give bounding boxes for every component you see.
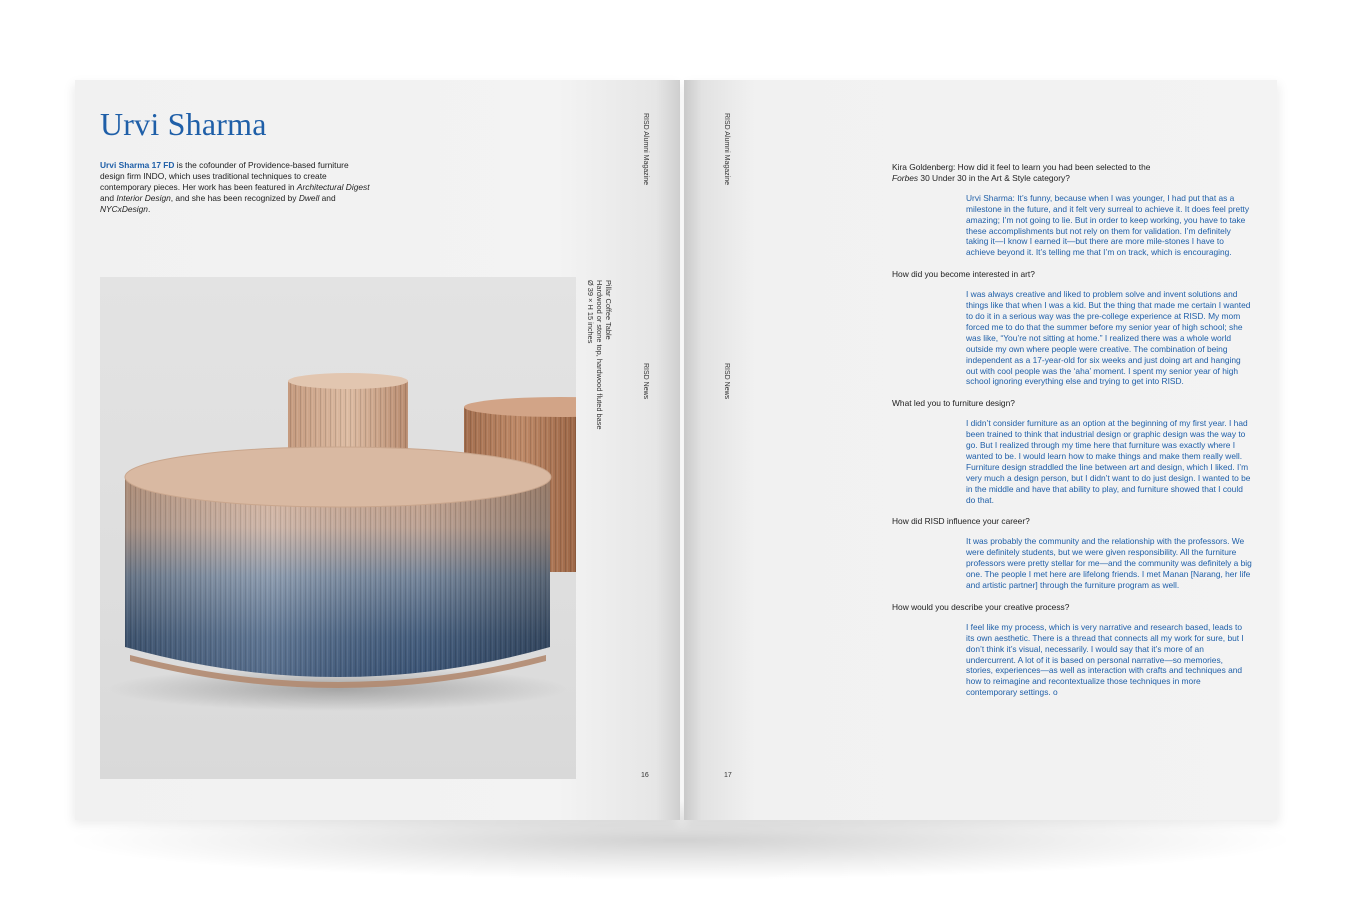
answer-1: Urvi Sharma: It’s funny, because when I was younger, I had put that as a milestone in the future, and it felt very surreal to achieve it. It does feel pretty amazing; I’m not going to lie. But in order to keep working, you have to take these accomplishments but not rely on them for validation. I’m definitely taking it—I know I earned it—but there are more mile-stones I have to achieve beyond it. It’s telling me that I’m on track, which is encouraging. [966,192,1250,258]
intro-name-highlight[interactable]: Urvi Sharma 17 FD [100,160,175,170]
question-3: What led you to furniture design? [892,398,1015,409]
right-page-number: 17 [724,772,732,779]
right-section-label: RISD News [723,363,730,400]
caption-line-2: Hardwood or stone top, hardwood fluted base [595,280,604,430]
right-page [684,80,1277,820]
question-1-pre: Kira Goldenberg: How did it feel to learn you had been selected to the [892,162,1151,172]
question-2: How did you become interested in art? [892,269,1035,280]
intro-text-4: and [319,192,336,203]
answer-3: I didn’t consider furniture as an option at the beginning of my first year. I had been trained to think that industrial design or graphic design was the way to go. But I realized through my time here that furniture was exactly where I wanted to be. I would learn how to make things and make them really well. Furniture design straddled the line between art and design, which I liked. I’m very much a design person, but I didn’t want to do just design. I wanted to be in the middle and have that ability to play, and furniture showed that I could do that. [966,418,1251,505]
article-title: Urvi Sharma [100,106,267,142]
caption-line-1: Pillar Coffee Table [604,280,613,340]
left-running-head: RISD Alumni Magazine [642,113,649,185]
left-page [75,80,680,820]
left-section-label: RISD News [642,363,649,400]
intro-text-2: and [100,192,117,203]
left-page-number: 16 [641,772,649,779]
photo-caption [586,280,613,430]
caption-line-3: Ø 39 × H 15 inches [586,280,595,344]
intro-pub-2: Interior Design [116,192,171,203]
answer-5: I feel like my process, which is very narrative and research based, leads to its own aesthetic. There is a thread that connects all my work for sure, but I don’t think it’s visual, necessarily. I would say that it’s more of an undercurrent. A lot of it is based on personal narrative—so memories, stories, experiences—as well as interaction with crafts and techniques and how to reimagine and recontextualize those techniques in more contemporary settings. o [966,621,1244,698]
coffee-table-illustration [100,277,576,779]
intro-text-5: . [147,203,151,214]
intro-pub-4: NYCxDesign [100,203,148,214]
question-4: How did RISD influence your career? [892,516,1030,527]
interview-body [892,162,1252,709]
intro-pub-1: Architectural Digest [296,181,370,192]
question-1-post: 30 Under 30 in the Art & Style category? [918,172,1070,183]
intro-pub-3: Dwell [298,192,320,203]
coffee-table-photo [100,277,576,779]
intro-text-3: , and she has been recognized by [170,192,299,203]
intro-paragraph [100,160,375,215]
right-running-head: RISD Alumni Magazine [723,113,730,185]
intro-text-1: is the cofounder of Providence-based furniture design firm INDO, which uses traditional techniques to create contemporary pieces. Her work has been featured in [100,160,349,192]
answer-4: It was probably the community and the relationship with the professors. We were definitely students, but we were given responsibility. All the furniture professors were pretty stellar for me—and the community was definitely a big one. The people I met here are lifelong friends. I met Manan [Narang, her life and artistic partner] through the furniture program as well. [966,536,1252,590]
question-5: How would you describe your creative process? [892,601,1070,612]
question-1-em: Forbes [892,172,919,183]
answer-2: I was always creative and liked to problem solve and invent solutions and things like that when I was a kid. But the thing that made me certain I wanted to do it in a serious way was the pre-college experience at RISD. My mom forced me to do that the summer before my senior year of high school; she was like, “You’re not sitting at home.” I realized there was a whole world outside my own where people were creative. The combination of being independent as a 17-year-old for six weeks and just doing art and hanging out with cool people was the ‘aha’ moment. I spent my senior year of high school ignoring everything else and trying to get into RISD. [966,289,1251,387]
question-1 [892,162,1152,184]
